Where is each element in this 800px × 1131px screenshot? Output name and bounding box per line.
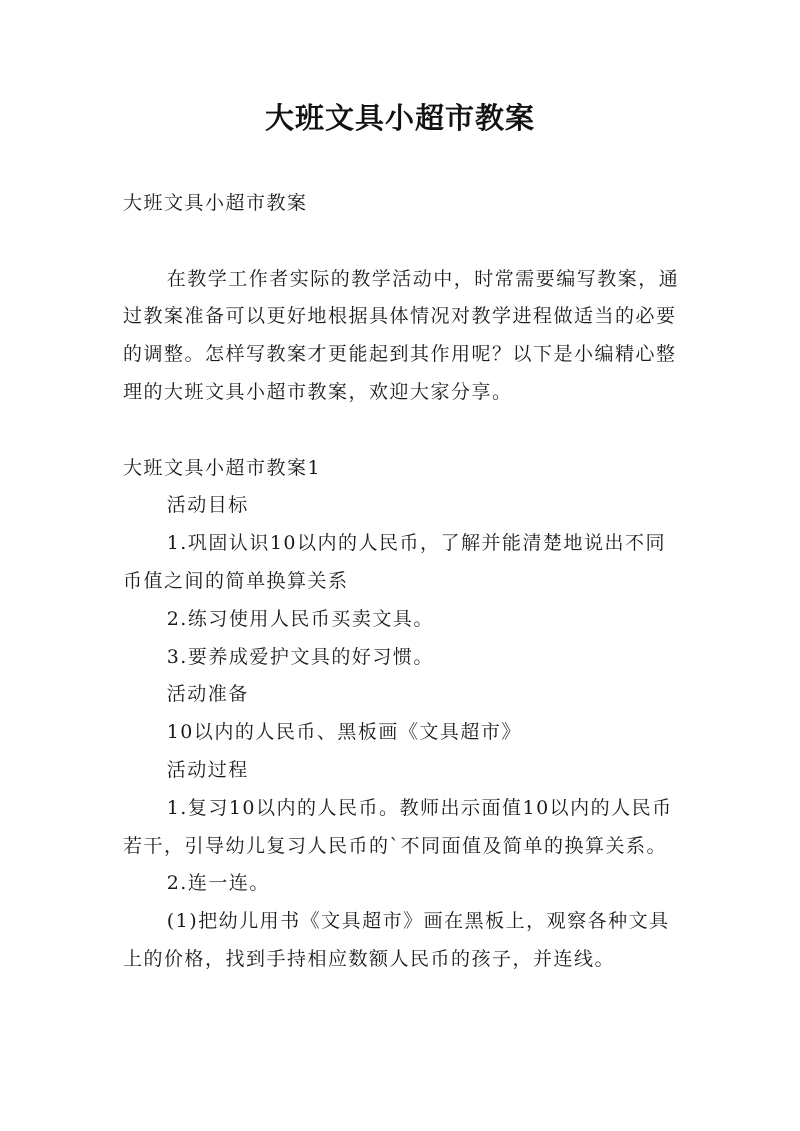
paragraph-goal-3: 3.要养成爱护文具的好习惯。 <box>166 645 434 668</box>
paragraph-prep-items: 10以内的人民币、黑板画《文具超市》 <box>166 721 522 744</box>
document-subtitle: 大班文具小超市教案 <box>123 192 308 214</box>
paragraph-goal-2: 2.练习使用人民币买卖文具。 <box>166 607 434 630</box>
document-title: 大班文具小超市教案 <box>264 101 535 135</box>
paragraph-activity-prep: 活动准备 <box>166 683 249 706</box>
spacer <box>123 223 683 261</box>
spacer <box>123 412 683 450</box>
paragraph-goal-1: 1.巩固认识10以内的人民币，了解并能清楚地说出不同币值之间的简单换算关系 <box>123 532 666 592</box>
intro-paragraph: 在教学工作者实际的教学活动中，时常需要编写教案，通过教案准备可以更好地根据具体情况对教学进程做适当的必要的调整。怎样写教案才更能起到其作用呢？以下是小编精心整理的大班文具小超市教案，欢迎大家分享。 <box>123 267 680 403</box>
paragraph-process-1: 1.复习10以内的人民币。教师出示面值10以内的人民币若干，引导幼儿复习人民币的`不同面值及简单的换算关系。 <box>123 796 673 857</box>
paragraph-process-2: 2.连一连。 <box>166 872 270 895</box>
paragraph-activity-process: 活动过程 <box>166 758 249 781</box>
paragraph-activity-goals: 活动目标 <box>166 494 249 517</box>
section-heading: 大班文具小超市教案1 <box>123 456 322 479</box>
document-body <box>123 185 683 979</box>
paragraph-process-2-1: (1)把幼儿用书《文具超市》画在黑板上，观察各种文具上的价格，找到手持相应数额人民币的孩子，并连线。 <box>123 910 670 970</box>
